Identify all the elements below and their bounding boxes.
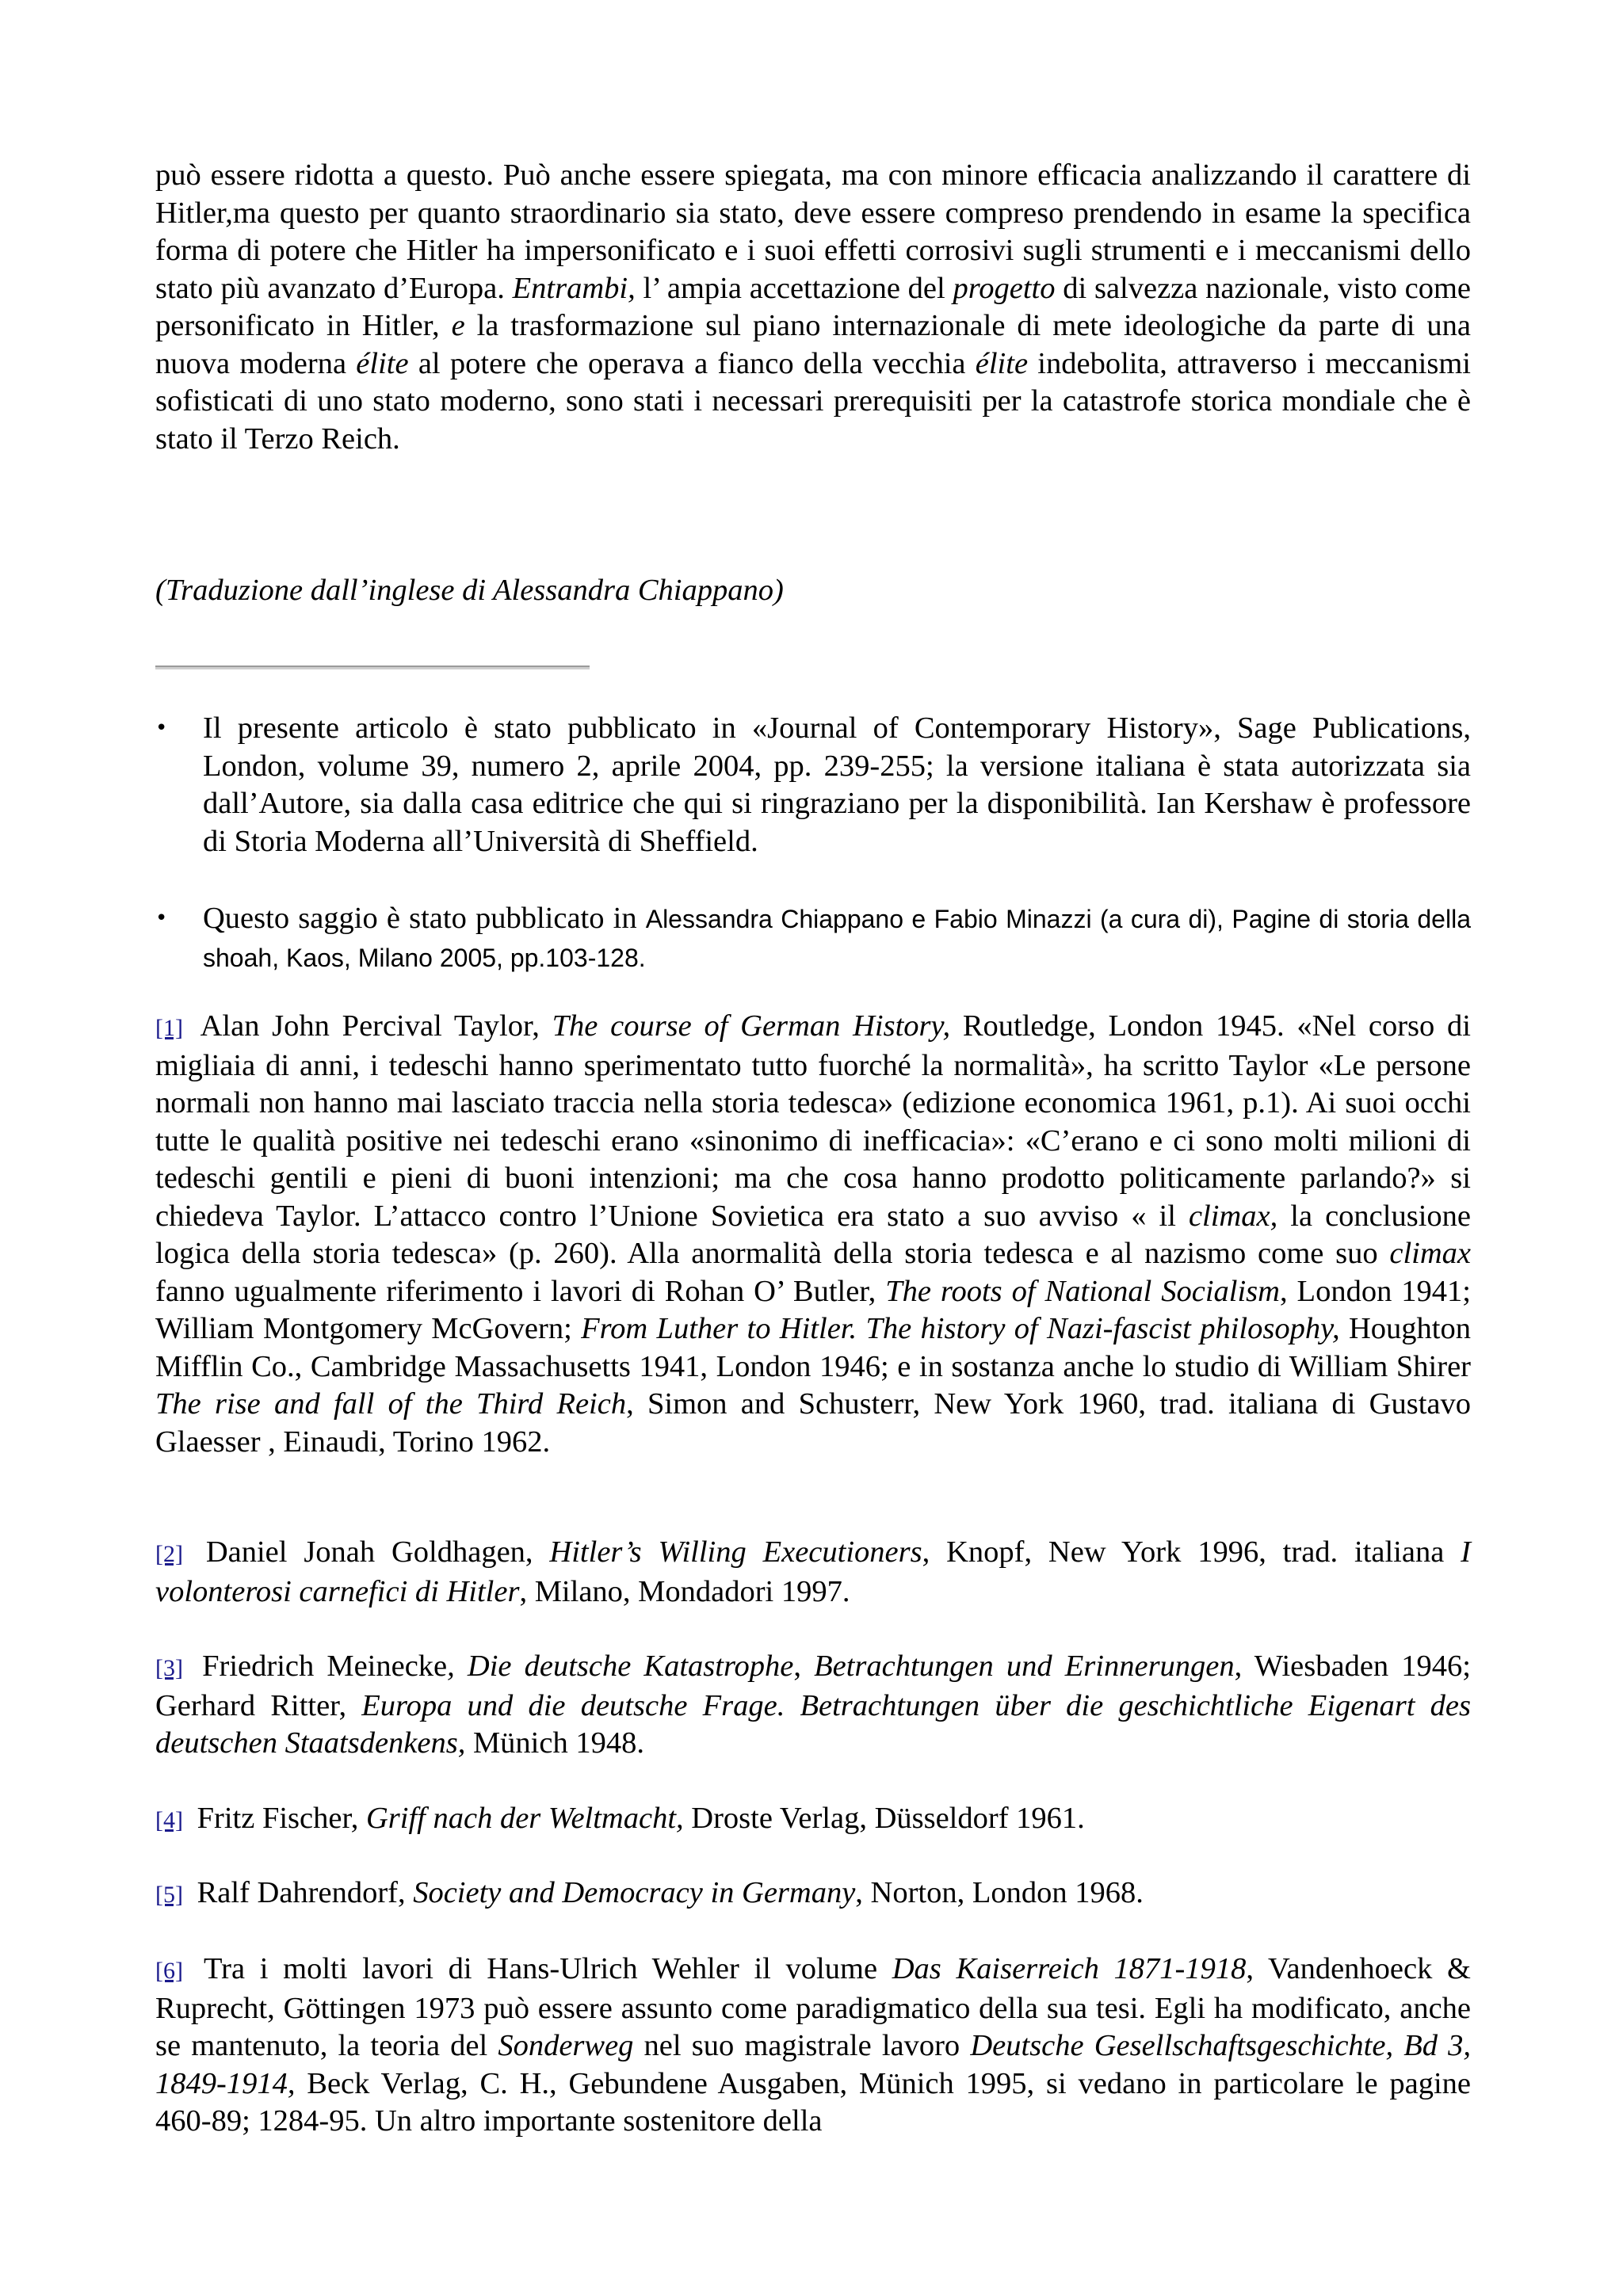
text-run: , [793,1650,815,1683]
italic-run: Das Kaiserreich 1871-1918 [892,1952,1247,1985]
footnote-1 [155,1008,1471,1461]
text-run: Alan John Percival Taylor, [189,1009,552,1043]
text-run: Ralf Dahrendorf, [189,1876,414,1909]
footnote-5 [155,1875,1471,1914]
intro-paragraph [155,157,1471,458]
italic-run: Society and Democracy in Germany [413,1876,856,1909]
text-run: l’ ampia accettazione del [635,271,953,305]
text-run: indebolita, attraverso i meccanismi sofisticati di uno stato moderno, sono stati i necessari prerequisiti per la catastrofe storica mondiale che è stato il Terzo Reich. [155,346,1472,456]
translation-note: (Traduzione dall’inglese di Alessandra Chiappano) [155,574,784,607]
bullet-icon: • [155,906,168,930]
italic-run: Griff nach der Weltmacht, [366,1802,684,1835]
footnote-ref-link[interactable]: [4] [155,1807,183,1833]
text-run: Routledge, London 1945. «Nel corso di migliaia di anni, i tedeschi hanno sperimentato tutto fuorché la normalità», ha scritto Taylor «Le persone normali non hanno mai lasciato traccia nella storia tedesca» (edizione economica 1961, p.1). Ai suoi occhi tutte le qualità positive nei tedeschi erano «sinonimo di inefficacia»: «C’erano e ci sono molti milioni di tedeschi gentili e pieni di buoni intenzioni; ma che cosa hanno prodotto politicamente parlando?» si chiedeva Taylor. L’attacco contro l’Unione Sovietica era stato a suo avviso « il [155,1009,1471,1233]
text-run: , Norton, London 1968. [855,1876,1144,1909]
italic-run: élite [975,346,1029,380]
text-run: la conclusione logica della storia tedesca» (p. 260). Alla anormalità della storia tedesca e al nazismo come suo [155,1199,1471,1270]
footnote-ref-link[interactable]: [5] [155,1882,183,1908]
footnote-ref-link[interactable]: [1] [155,1015,183,1041]
text-run: , Knopf, New York 1996, trad. italiana [922,1535,1461,1569]
italic-run: Hitler’s Willing Executioners [549,1535,922,1569]
text-run: al potere che operava a fianco della vecchia [408,346,976,380]
italic-run: The rise and fall of the Third Reich [155,1387,627,1421]
italic-run: Entrambi, [512,271,636,305]
text-run: fanno ugualmente riferimento i lavori di Rohan O’ Butler, [155,1274,886,1308]
footnote-ref-link[interactable]: [3] [155,1655,183,1681]
italic-run: The roots of National Socialism [885,1274,1280,1308]
italic-run: progetto [953,271,1056,305]
text-run: Houghton Mifflin Co., Cambridge Massachusetts 1941, London 1946; e in sostanza anche lo studio di William Shirer [155,1312,1471,1383]
italic-run: Deutsche Gesellschaftsgeschichte, Bd 3, 1849-1914, [155,2029,1472,2100]
italic-run: , Die deutsche Katastrophe [447,1650,794,1683]
text-run: , Wiesbaden 1946; Gerhard Ritter, [155,1650,1472,1722]
text-run: la trasformazione sul piano internazionale di mete ideologiche da parte di una nuova moderna [155,309,1472,380]
text-run: Il presente articolo è stato pubblicato in «Journal of Contemporary History», Sage Publications, London, volume 39, numero 2, aprile 2004, pp. 239-255; la versione italiana è stata autorizzata sia dall’Autore, sia dalla casa editrice che qui si ringraziano per la disponibilità. Ian Kershaw è professore di Storia Moderna all’Università di Sheffield. [203,711,1471,858]
italic-run: Sonderweg [498,2029,634,2062]
italic-run: I volonterosi carnefici di Hitler [155,1535,1471,1608]
footnote-3 [155,1648,1471,1763]
bullet-publication-note [155,710,1471,860]
footnote-separator [155,666,590,669]
bullet-essay-note [155,900,1471,977]
footnote-2 [155,1534,1471,1611]
italic-run: The course of German History, [552,1009,951,1043]
text-run: , Simon and Schusterr, New York 1960, trad. italiana di Gustavo Glaesser , Einaudi, Torino 1962. [155,1387,1472,1459]
footnote-6 [155,1951,1471,2141]
text-run: Münich 1948. [465,1726,644,1760]
text-run: Droste Verlag, Düsseldorf 1961. [683,1802,1085,1835]
text-run: , London 1941; William Montgomery McGovern; [155,1274,1471,1345]
text-run: Beck Verlag, C. H., Gebundene Ausgaben, Münich 1995, si vedano in particolare le pagine 460-89; 1284-95. Un altro importante sostenitore della [155,2066,1471,2138]
italic-run: e [451,309,465,342]
italic-run: Betrachtungen und Erinnerungen [814,1650,1235,1683]
text-run: di salvezza nazionale, visto come personificato in Hitler, [155,271,1471,342]
italic-run: climax [1389,1237,1471,1270]
text-run: Alessandra Chiappano e Fabio Minazzi (a cura di), Pagine di storia della shoah, Kaos, Milano 2005, pp.103-128. [203,905,1471,972]
footnote-ref-link[interactable]: [2] [155,1541,183,1567]
text-run: Fritz Fischer, [189,1802,366,1835]
text-run: , Vandenhoeck & Ruprecht, Göttingen 1973 può essere assunto come paradigmatico della sua tesi. Egli ha modificato, anche se mantenuto, la teoria del [155,1952,1471,2062]
text-run: nel suo magistrale lavoro [633,2029,971,2062]
footnote-4 [155,1800,1471,1840]
italic-run: From Luther to Hitler. The history of Nazi-fascist philosophy, [581,1312,1340,1345]
bullet-icon: • [155,716,168,740]
text-run: , Milano, Mondadori 1997. [519,1574,850,1608]
italic-run: Europa und die deutsche Frage. Betrachtungen über die geschichtliche Eigenart des deutschen Staatsdenkens, [155,1688,1471,1760]
text-run: Daniel Jonah Goldhagen, [189,1535,550,1569]
text-run: Tra i molti lavori di Hans-Ulrich Wehler il volume [189,1952,892,1985]
text-run: può essere ridotta a questo. Può anche essere spiegata, ma con minore efficacia analizzando il carattere di Hitler,ma questo per quanto straordinario sia stato, deve essere compreso prendendo in esame la specifica forma di potere che Hitler ha impersonificato e i suoi effetti corrosivi sugli strumenti e i meccanismi dello stato più avanzato d’Europa. [155,158,1471,305]
footnote-ref-link[interactable]: [6] [155,1958,183,1984]
italic-run: élite [356,346,409,380]
text-run: Questo saggio è stato pubblicato in [203,902,646,935]
italic-run: climax, [1188,1199,1278,1233]
text-run: Friedrich Meinecke [189,1650,448,1683]
